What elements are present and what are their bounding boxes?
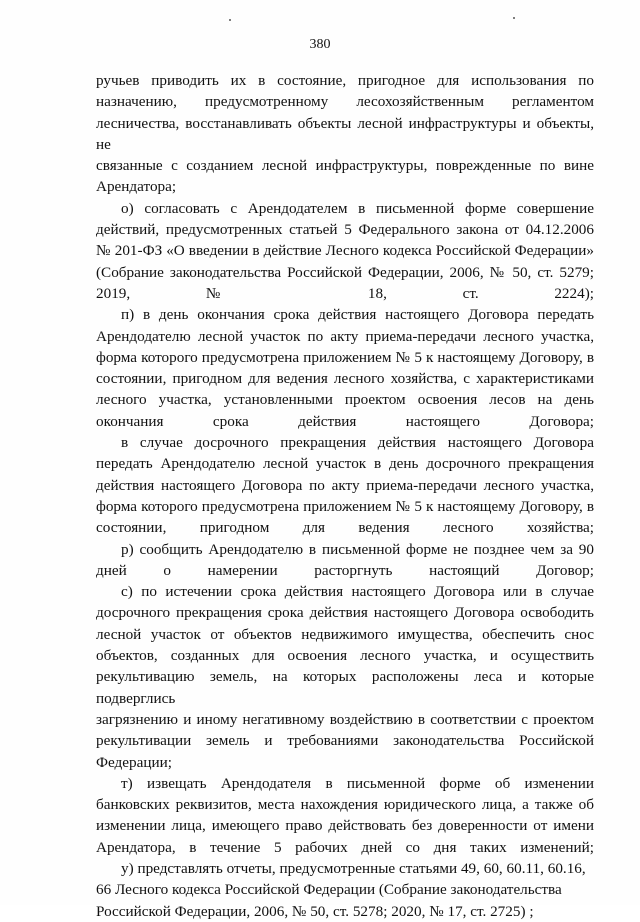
text-line: состоянии, пригодном для ведения лесного хозяйства, с характеристиками — [96, 370, 594, 388]
text-line: рекультивацию земель, на которых расположены леса и которые подверглись — [96, 668, 594, 707]
text-line: (Собрание законодательства Российской Федерации, 2006, № 50, ст. 5279; — [96, 263, 594, 281]
text-line: изменении лица, имеющего право действовать без доверенности от имени — [96, 817, 594, 835]
text-line: передать Арендодателю лесной участок в день досрочного прекращения — [96, 455, 594, 473]
text-line: № 201-ФЗ «О введении в действие Лесного кодекса Российской Федерации» — [96, 242, 594, 260]
text-line: Арендодателю лесной участок по акту приема-передачи лесного участка, — [96, 327, 594, 345]
text-line: объектов, созданных для освоения лесного участка, и осуществить — [96, 647, 594, 665]
paragraph-early-termination — [96, 432, 594, 538]
text-line: досрочного прекращения срока действия настоящего Договора освободить — [96, 604, 594, 622]
text-line: состоянии, пригодном для ведения лесного хозяйства; — [96, 519, 594, 537]
text-line: банковских реквизитов, места нахождения юридического лица, а также об — [96, 796, 594, 814]
text-line: Арендатора, в течение 5 рабочих дней со дня таких изменений; — [96, 838, 594, 856]
text-line: 2019, № 18, ст. 2224); — [96, 284, 594, 302]
text-line: ручьев приводить их в состояние, пригодное для использования по — [96, 72, 594, 89]
text-line: загрязнению и иному негативному воздействию в соответствии с проектом — [96, 710, 594, 728]
text-line: лесного участка, установленными проектом освоения лесов на день — [96, 391, 594, 409]
text-line: связанные с созданием лесной инфраструктуры, поврежденные по вине — [96, 157, 594, 175]
text-line: действия настоящего Договора по акту приема-передачи лесного участка, — [96, 476, 594, 494]
document-body — [96, 70, 594, 922]
scan-speck — [513, 17, 515, 19]
text-line: действий, предусмотренных статьей 5 Федерального закона от 04.12.2006 — [96, 221, 594, 239]
text-line: назначению, предусмотренному лесохозяйственным регламентом — [96, 93, 594, 111]
paragraph-item-o — [96, 198, 594, 304]
text-line: лесничества, восстанавливать объекты лесной инфраструктуры и объекты, не — [96, 114, 594, 153]
text-line: о) согласовать с Арендодателем в письменной форме совершение — [121, 199, 594, 217]
page-number: 380 — [309, 37, 331, 52]
text-line: дней о намерении расторгнуть настоящий Договор; — [96, 561, 594, 579]
paragraph-item-t — [96, 773, 594, 858]
text-line: в случае досрочного прекращения действия настоящего Договора — [121, 434, 594, 452]
text-line: 66 Лесного кодекса Российской Федерации (Собрание законодательства — [96, 881, 562, 899]
text-line: форма которого предусмотрена приложением № 5 к настоящему Договору, в — [96, 348, 594, 366]
text-line: форма которого предусмотрена приложением № 5 к настоящему Договору, в — [96, 497, 594, 515]
paragraph-item-p — [96, 304, 594, 432]
text-line: лесной участок от объектов недвижимого имущества, обеспечить снос — [96, 625, 594, 643]
text-line: окончания срока действия настоящего Договора; — [96, 412, 594, 430]
paragraph-item-u — [96, 858, 594, 922]
scan-speck — [229, 19, 231, 21]
text-line: Российской Федерации, 2006, № 50, ст. 5278; 2020, № 17, ст. 2725) ; — [96, 902, 534, 920]
text-line: р) сообщить Арендодателю в письменной форме не позднее чем за 90 — [121, 540, 594, 558]
paragraph-item-r — [96, 539, 594, 582]
text-line: т) извещать Арендодателя в письменной форме об изменении — [121, 774, 594, 792]
text-line: с) по истечении срока действия настоящего Договора или в случае — [121, 583, 594, 601]
text-line: у) представлять отчеты, предусмотренные статьями 49, 60, 60.11, 60.16, — [121, 859, 586, 877]
paragraph-item-s — [96, 581, 594, 773]
text-line: Арендатора; — [96, 178, 177, 196]
text-line: рекультивации земель и требованиями законодательства Российской — [96, 732, 594, 750]
text-line: Федерации; — [96, 753, 172, 771]
paragraph-continuation — [96, 70, 594, 198]
text-line: п) в день окончания срока действия настоящего Договора передать — [121, 306, 594, 324]
